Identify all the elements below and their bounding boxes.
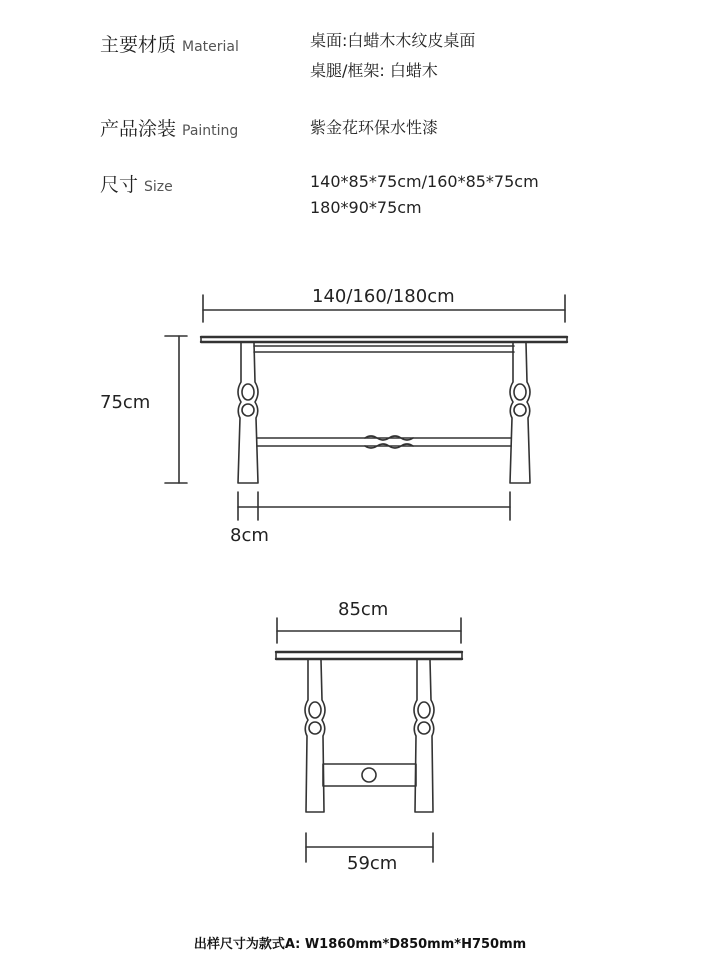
material-label-en: Material bbox=[182, 39, 239, 55]
painting-label-cn: 产品涂装 bbox=[100, 118, 177, 140]
painting-label-en: Painting bbox=[182, 123, 239, 139]
size-label-en: Size bbox=[144, 179, 173, 195]
side-inner-label: 59cm bbox=[347, 853, 398, 874]
front-width-label: 140/160/180cm bbox=[312, 286, 455, 307]
front-leg-label: 8cm bbox=[230, 525, 269, 546]
size-line-2: 180*90*75cm bbox=[310, 198, 422, 217]
side-view-drawing bbox=[276, 618, 462, 862]
sample-size-note: 出样尺寸为款式A: W1860mm*D850mm*H750mm bbox=[193, 937, 527, 952]
material-legs: 桌腿/框架: 白蜡木 bbox=[310, 61, 438, 80]
front-view-drawing bbox=[165, 295, 567, 520]
side-depth-label: 85cm bbox=[338, 599, 389, 620]
size-line-1: 140*85*75cm/160*85*75cm bbox=[310, 172, 539, 191]
painting-value: 紫金花环保水性漆 bbox=[310, 118, 439, 137]
size-label-cn: 尺寸 bbox=[100, 174, 139, 196]
material-tabletop: 桌面:白蜡木木纹皮桌面 bbox=[310, 31, 476, 50]
front-height-label: 75cm bbox=[100, 392, 151, 413]
material-label-cn: 主要材质 bbox=[100, 34, 177, 56]
